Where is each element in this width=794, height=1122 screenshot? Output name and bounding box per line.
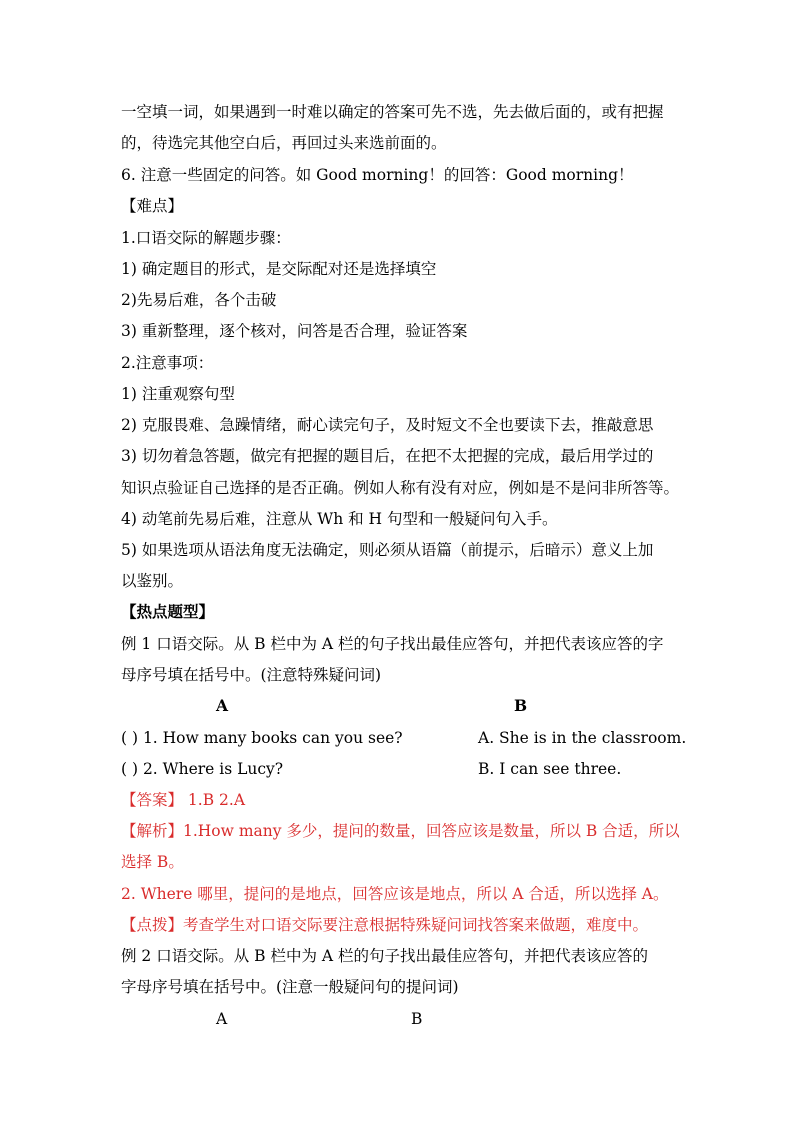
example1-question-line: 例 1 口语交际。从 B 栏中为 A 栏的句子找出最佳应答句，并把代表该应答的字: [121, 635, 664, 653]
text-line: 2.注意事项：: [121, 354, 214, 372]
text-line: 一空填一词，如果遇到一时难以确定的答案可先不选，先去做后面的，或有把握: [121, 103, 664, 121]
text-line: 2)先易后难，各个击破: [121, 291, 277, 309]
text-line: 6. 注意一些固定的问答。如 Good morning！的回答：Good morning！: [121, 166, 634, 184]
example1-column-b-header: B: [514, 696, 528, 715]
example1-analysis: 2. Where 哪里，提问的是地点，回答应该是地点，所以 A 合适，所以选择 A。: [121, 885, 669, 903]
example1-option-b: B. I can see three.: [478, 760, 622, 778]
example1-column-a-header: A: [216, 696, 229, 715]
text-line: 4) 动笔前先易后难，注意从 Wh 和 H 句型和一般疑问句入手。: [121, 510, 558, 528]
text-line: 1.口语交际的解题步骤：: [121, 229, 291, 247]
example2-column-a-header: A: [216, 1010, 228, 1028]
example2-question-line: 例 2 口语交际。从 B 栏中为 A 栏的句子找出最佳应答句，并把代表该应答的: [121, 947, 649, 965]
text-line: 的，待选完其他空白后，再回过头来选前面的。: [121, 134, 447, 152]
text-line: 以鉴别。: [121, 572, 184, 590]
example1-tip: 【点拨】考查学生对口语交际要注意根据特殊疑问词找答案来做题，难度中。: [121, 916, 649, 934]
text-line: 3) 切勿着急答题，做完有把握的题目后，在把不太把握的完成，最后用学过的: [121, 447, 654, 465]
example1-analysis: 选择 B。: [121, 853, 184, 871]
text-line: 5) 如果选项从语法角度无法确定，则必须从语篇（前提示，后暗示）意义上加: [121, 541, 654, 559]
text-line: 知识点验证自己选择的是否正确。例如人称有没有对应，例如是不是问非所答等。: [121, 479, 680, 497]
example1-analysis: 【解析】1.How many 多少，提问的数量，回答应该是数量，所以 B 合适，所以: [121, 822, 680, 840]
text-line: 2) 克服畏难、急躁情绪，耐心读完句子，及时短文不全也要读下去，推敲意思: [121, 416, 654, 434]
section-heading-hot-topics: 【热点题型】: [121, 602, 215, 621]
example2-column-b-header: B: [411, 1010, 423, 1028]
example1-answer: 【答案】 1.B 2.A: [121, 791, 246, 809]
text-line: 3) 重新整理，逐个核对，问答是否合理，验证答案: [121, 322, 468, 340]
text-line: 1) 注重观察句型: [121, 385, 235, 403]
text-line: 1) 确定题目的形式，是交际配对还是选择填空: [121, 260, 437, 278]
example1-item-q2: ( ) 2. Where is Lucy?: [121, 760, 284, 778]
section-heading-difficulty: 【难点】: [121, 197, 184, 215]
example1-item-q1: ( ) 1. How many books can you see?: [121, 729, 403, 747]
example2-question-line: 字母序号填在括号中。(注意一般疑问句的提问词): [121, 978, 459, 996]
example1-question-line: 母序号填在括号中。(注意特殊疑问词): [121, 666, 382, 684]
example1-option-a: A. She is in the classroom.: [478, 729, 687, 747]
